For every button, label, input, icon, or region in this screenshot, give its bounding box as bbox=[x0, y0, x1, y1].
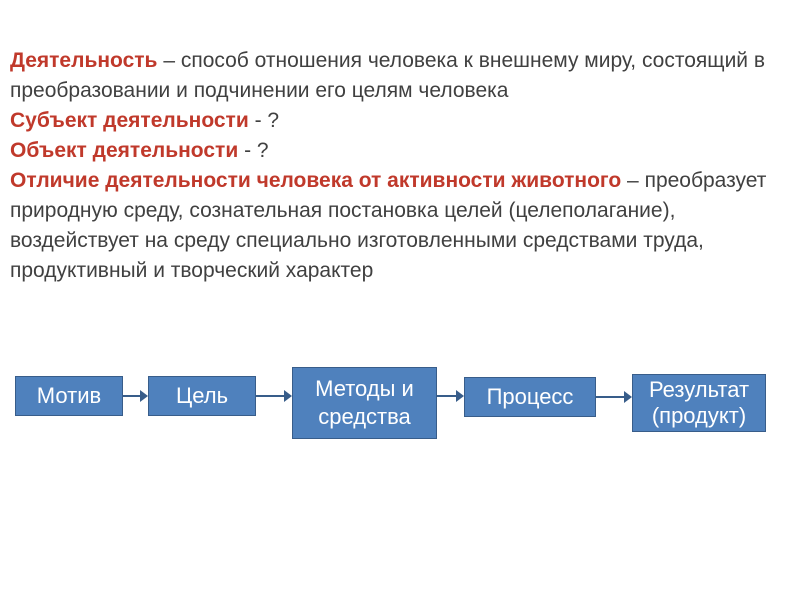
subject-term: Субъект деятельности bbox=[10, 109, 249, 132]
definition-paragraph bbox=[10, 46, 770, 106]
arrow-icon bbox=[596, 387, 633, 407]
subject-paragraph bbox=[10, 106, 770, 136]
step-box-goal bbox=[148, 376, 256, 416]
object-paragraph bbox=[10, 136, 770, 166]
step-label-methods: Методы и средства bbox=[315, 376, 414, 429]
text-block bbox=[10, 46, 770, 286]
step-box-result bbox=[632, 374, 766, 432]
step-label-process: Процесс bbox=[486, 384, 574, 409]
step-label-motive: Мотив bbox=[36, 383, 102, 408]
definition-term: Деятельность bbox=[10, 49, 158, 72]
object-suffix: - ? bbox=[238, 139, 269, 162]
subject-suffix: - ? bbox=[248, 109, 280, 132]
object-term: Объект деятельности bbox=[10, 139, 239, 162]
difference-text: – преобразует природную среду, сознательная постановка целей (целеполагание), воздействует на среду специально изготовленными средствами труда, продуктивный и творческий характер bbox=[10, 169, 767, 282]
step-label-result: Результат (продукт) bbox=[648, 377, 750, 428]
step-box-process bbox=[464, 377, 596, 417]
arrow-icon bbox=[256, 386, 293, 406]
difference-paragraph bbox=[10, 166, 770, 286]
arrow-icon bbox=[437, 386, 465, 406]
arrow-icon bbox=[123, 386, 149, 406]
definition-text: – способ отношения человека к внешнему миру, состоящий в преобразовании и подчинении его целям человека bbox=[10, 49, 766, 102]
step-box-motive bbox=[15, 376, 123, 416]
difference-term: Отличие деятельности человека от активности животного bbox=[10, 169, 622, 192]
step-label-goal: Цель bbox=[175, 383, 229, 408]
step-box-methods bbox=[292, 367, 437, 439]
